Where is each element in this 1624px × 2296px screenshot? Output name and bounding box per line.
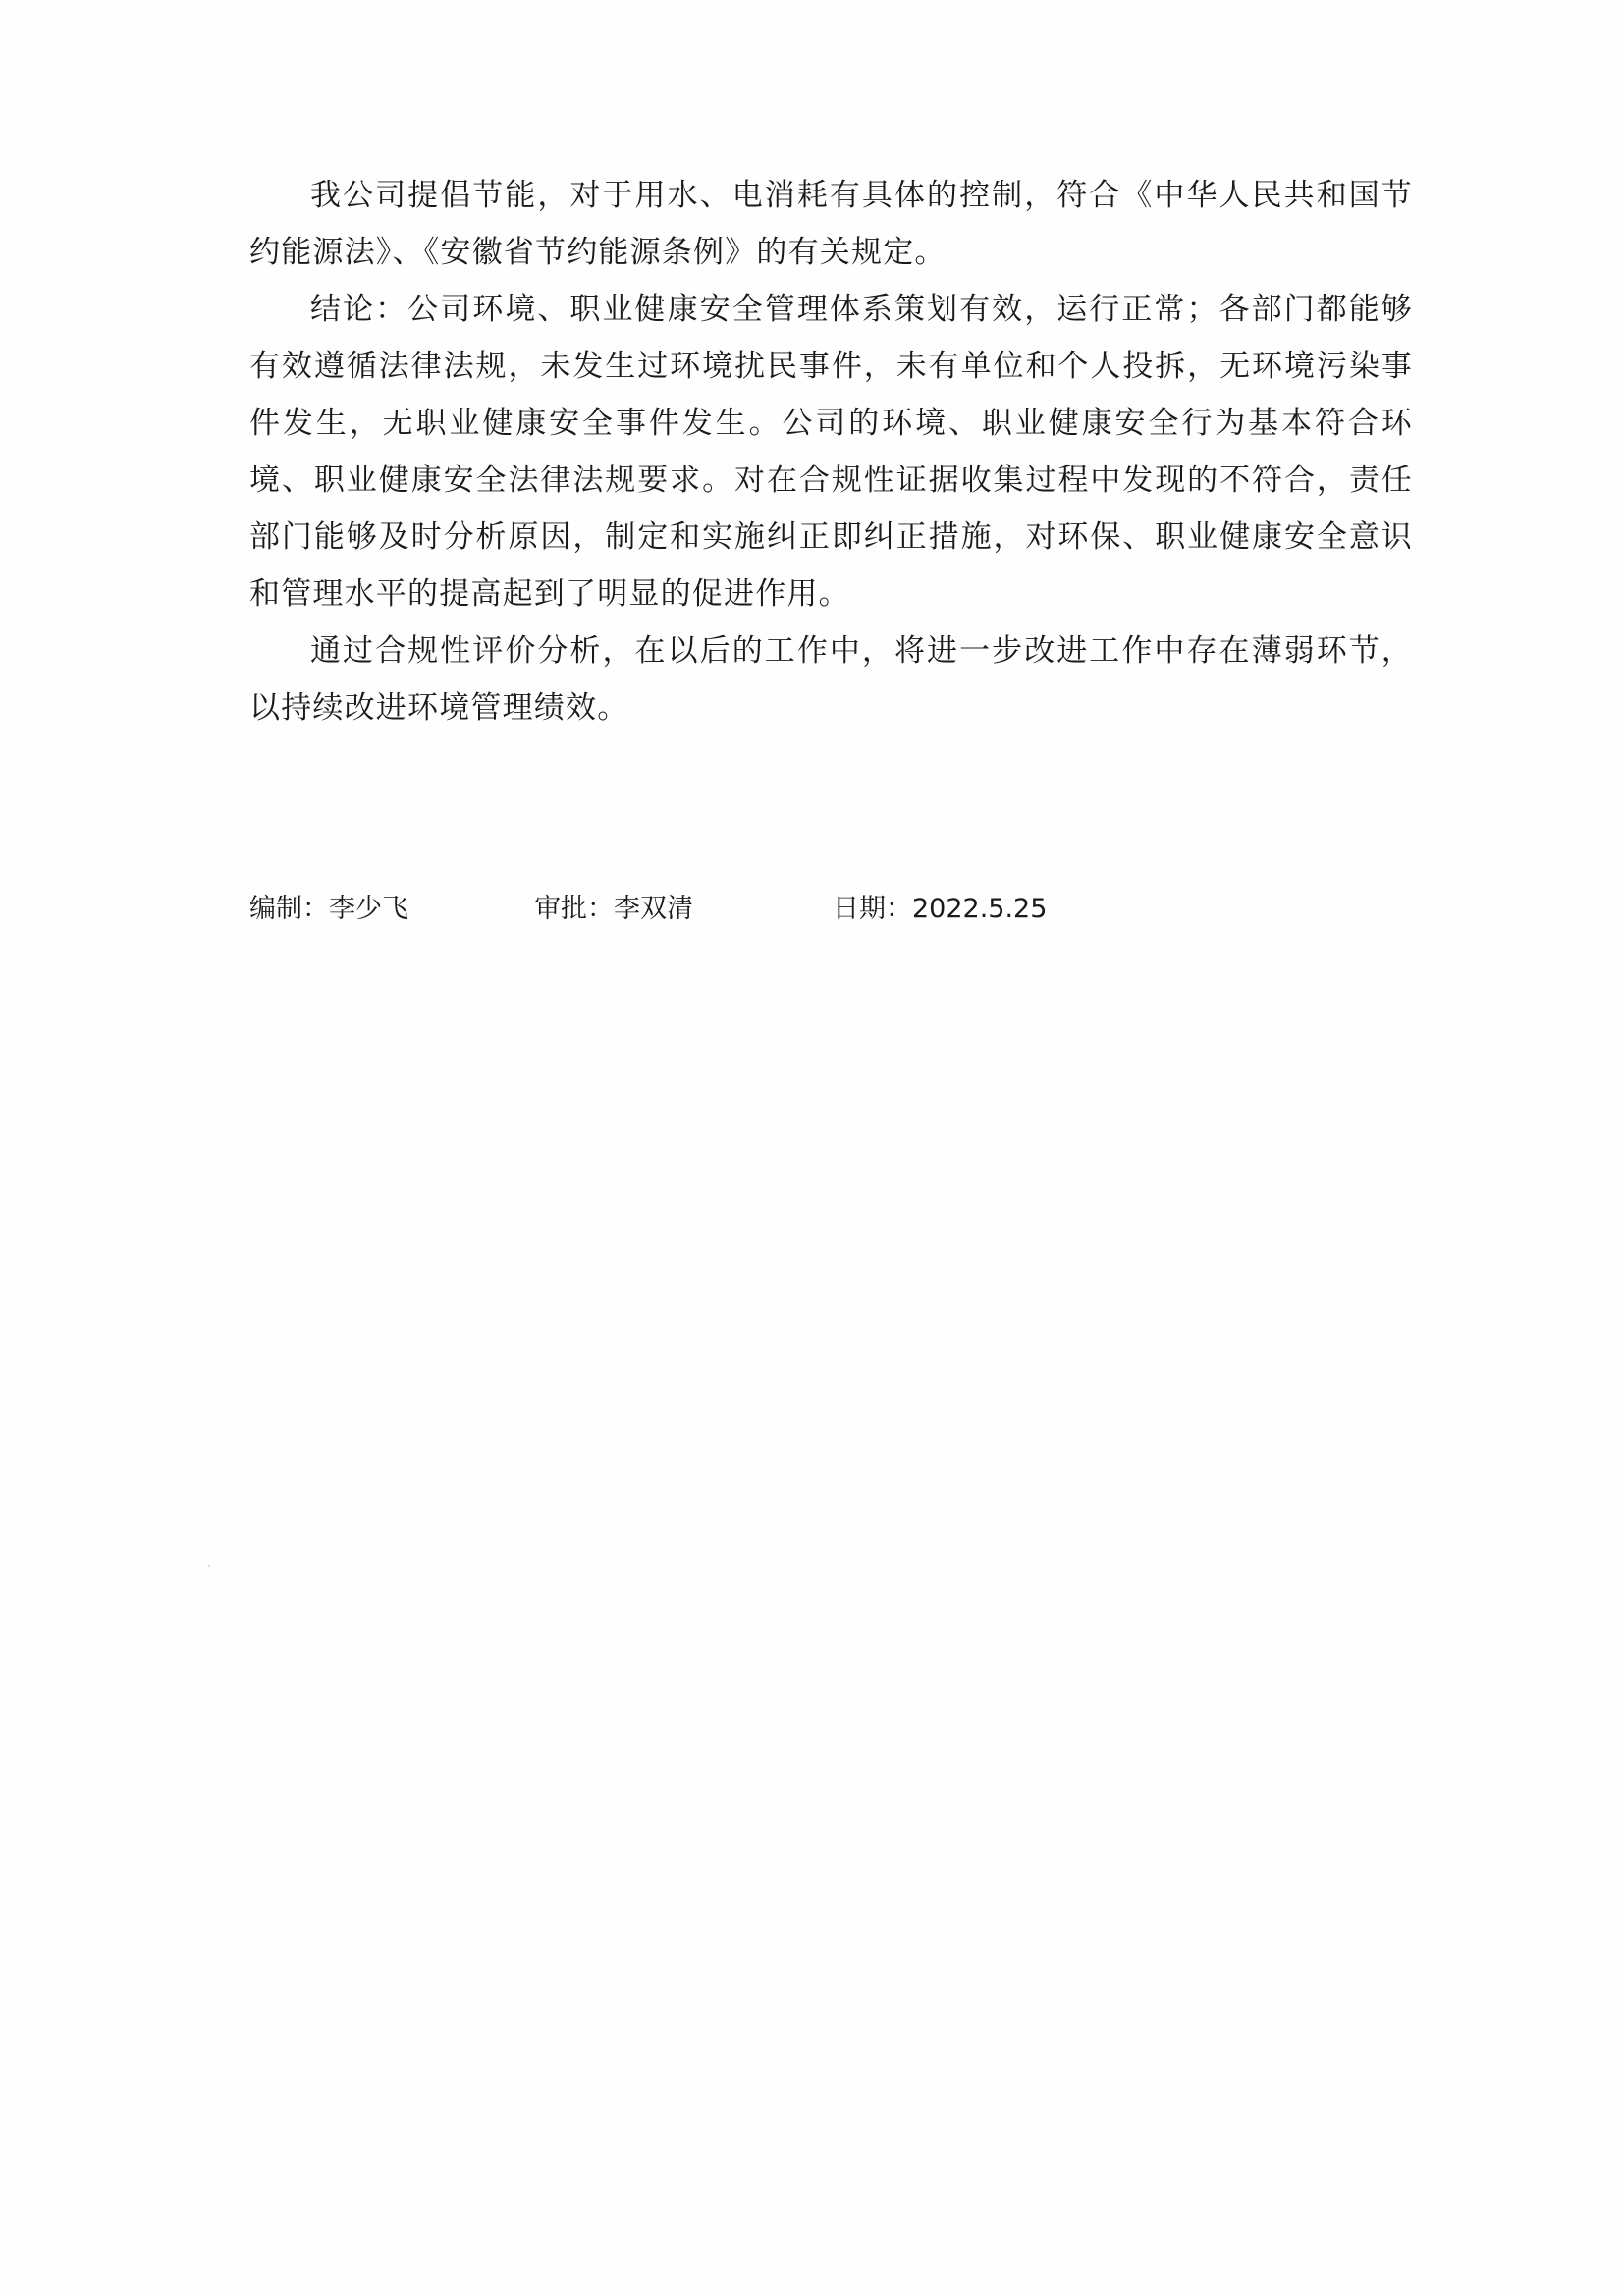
approver-signature: 审批：李双清	[534, 894, 693, 924]
paragraph-energy-saving: 我公司提倡节能，对于用水、电消耗有具体的控制，符合《中华人民共和国节约能源法》、《安徽省节约能源条例》的有关规定。	[249, 178, 1413, 270]
paragraph-improvement: 通过合规性评价分析，在以后的工作中，将进一步改进工作中存在薄弱环节，以持续改进环境管理绩效。	[249, 633, 1413, 726]
document-body	[249, 167, 1413, 737]
paragraph-conclusion: 结论：公司环境、职业健康安全管理体系策划有效，运行正常；各部门都能够有效遵循法律法规，未发生过环境扰民事件，未有单位和个人投拆，无环境污染事件发生，无职业健康安全事件发生。公司的环境、职业健康安全行为基本符合环境、职业健康安全法律法规要求。对在合规性证据收集过程中发现的不符合，责任部门能够及时分析原因，制定和实施纠正即纠正措施，对环保、职业健康安全意识和管理水平的提高起到了明显的促进作用。	[249, 292, 1413, 612]
compiler-signature: 编制：李少飞	[249, 894, 408, 924]
signature-row	[249, 887, 1413, 932]
signature-date: 日期：2022.5.25	[833, 894, 1048, 924]
scan-speck	[208, 1565, 210, 1567]
